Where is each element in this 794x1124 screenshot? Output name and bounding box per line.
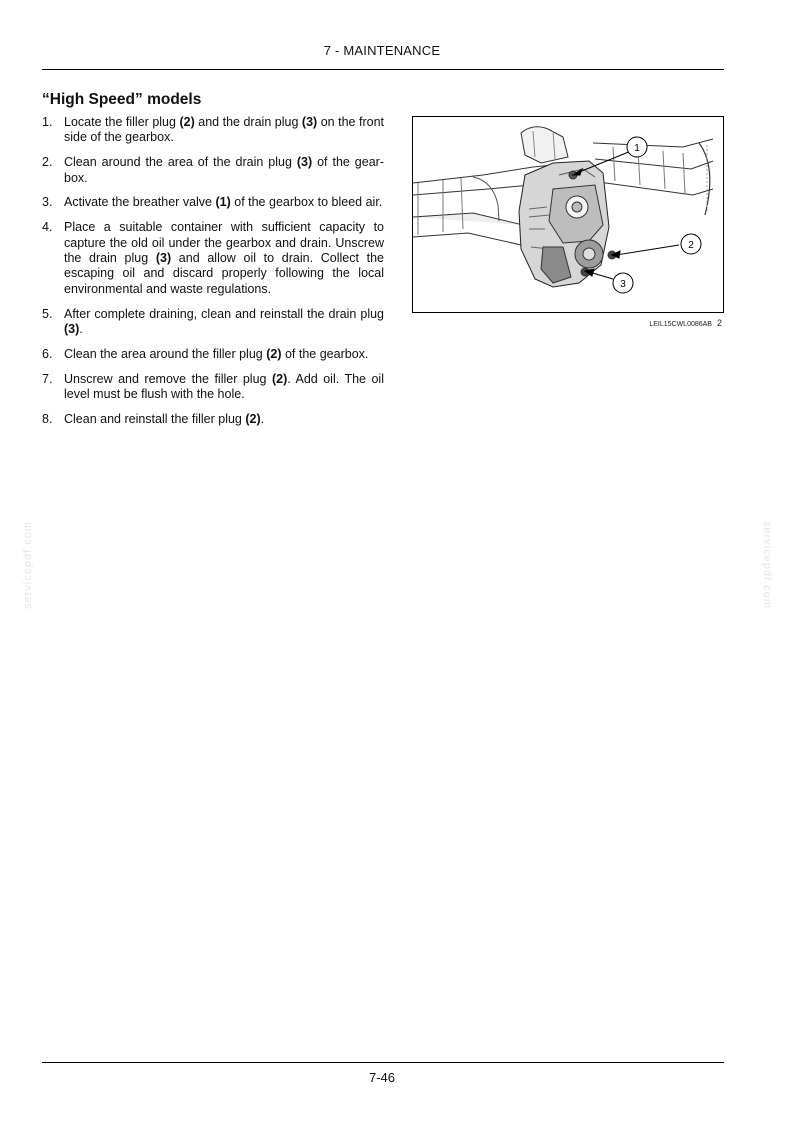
- step-text: Place a suitable container with sufficient capacity to capture the old oil under the gearbox and drain. Unscrew the drain plug (3) and allow oil to drain. Collect the escaping oil and discard properly following the local environmental and waste regulations.: [64, 220, 384, 296]
- step-number: 8.: [42, 411, 53, 426]
- watermark-left: servicepdf.com: [22, 521, 34, 609]
- callout-3: [613, 273, 633, 293]
- step-8: [42, 412, 384, 427]
- step-text: Clean around the area of the drain plug (3) of the gear-box.: [64, 155, 384, 185]
- callout-1: [627, 137, 647, 157]
- step-text: Unscrew and remove the filler plug (2). Add oil. The oil level must be flush with the hole.: [64, 371, 384, 402]
- step-number: 7.: [42, 371, 53, 386]
- gearbox-figure: [412, 116, 724, 313]
- step-2: [42, 155, 384, 186]
- callout-2: [681, 234, 701, 254]
- step-1: [42, 115, 384, 146]
- watermark-right: servicepdf.com: [761, 521, 773, 609]
- step-number: 2.: [42, 155, 53, 170]
- step-text: Locate the filler plug (2) and the drain plug (3) on the front side of the gearbox.: [64, 115, 384, 145]
- footer-rule: [42, 1062, 724, 1063]
- section-heading: “High Speed” models: [42, 91, 202, 108]
- step-number: 1.: [42, 115, 53, 129]
- step-3: [42, 195, 384, 210]
- procedure-steps: [42, 115, 384, 437]
- step-7: [42, 372, 384, 403]
- step-number: 6.: [42, 346, 53, 361]
- step-text: Clean and reinstall the filler plug (2).: [64, 411, 265, 426]
- svg-text:1: 1: [634, 143, 640, 154]
- figure-code: LEIL15CWL0086AB: [649, 321, 712, 328]
- step-text: After complete draining, clean and reinstall the drain plug (3).: [64, 306, 384, 337]
- step-text: Activate the breather valve (1) of the gearbox to bleed air.: [64, 195, 383, 210]
- step-number: 3.: [42, 195, 53, 210]
- figure-reference: [412, 318, 722, 328]
- step-number: 4.: [42, 220, 53, 235]
- section-title: 7 - MAINTENANCE: [323, 43, 441, 58]
- axle-drawing: [413, 127, 713, 287]
- step-number: 5.: [42, 306, 53, 321]
- step-text: Clean the area around the filler plug (2) of the gearbox.: [64, 346, 369, 361]
- step-5: [42, 307, 384, 338]
- svg-text:3: 3: [620, 279, 626, 290]
- step-6: [42, 347, 384, 362]
- header-rule: [42, 69, 724, 70]
- step-4: [42, 220, 384, 297]
- svg-text:2: 2: [688, 240, 694, 251]
- figure-number: 2: [716, 318, 722, 328]
- page-number: 7-46: [368, 1070, 396, 1085]
- gearbox-illustration: [413, 117, 723, 312]
